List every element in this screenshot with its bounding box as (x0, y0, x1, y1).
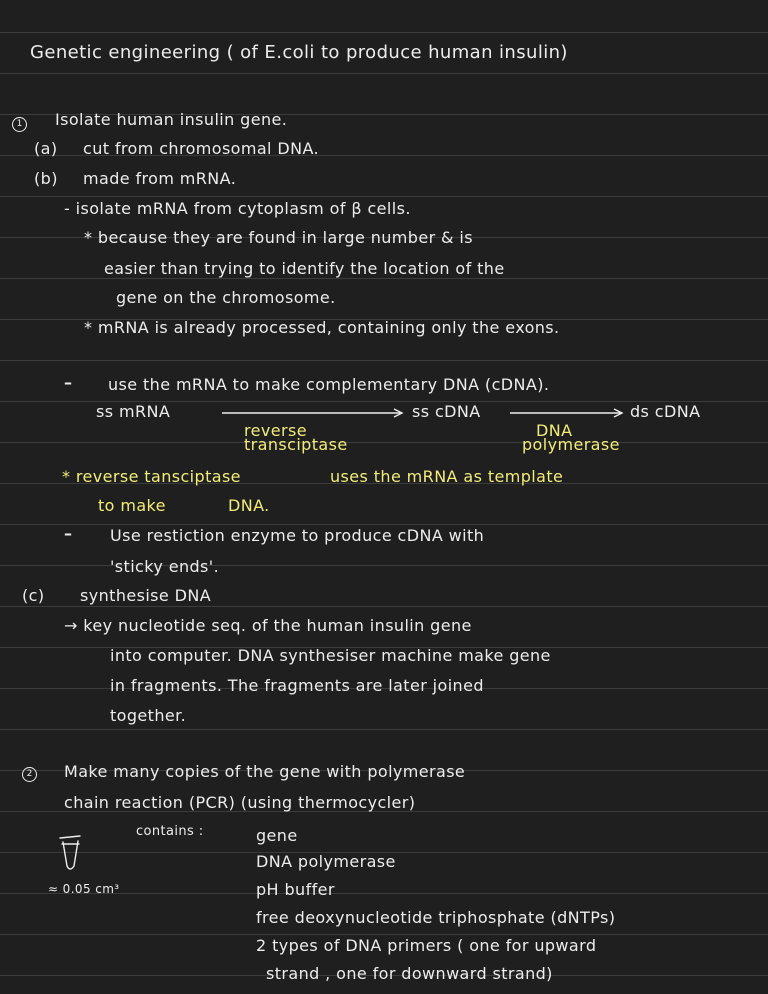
step-1-heading: Isolate human insulin gene. (55, 110, 288, 129)
contains-label: contains : (136, 824, 204, 839)
pcr-item-primers-cont: strand , one for downward strand) (266, 964, 553, 983)
pcr-item-dntps: free deoxynucleotide triphosphate (dNTPs) (256, 908, 616, 927)
dash-bullet: – (64, 524, 73, 543)
enzyme-2-line1: DNA (536, 421, 573, 440)
c-line2: into computer. DNA synthesiser machine make gene (110, 646, 551, 665)
note-line2-a: to make (98, 496, 166, 515)
c-line1: → key nucleotide seq. of the human insulin gene (64, 616, 472, 635)
pcr-item-polymerase: DNA polymerase (256, 852, 396, 871)
volume-label: ≈ 0.05 cm³ (48, 882, 120, 896)
b-reason-line2: easier than trying to identify the location of the (104, 259, 505, 278)
flow-end: ds cDNA (630, 402, 701, 421)
pcr-item-gene: gene (256, 826, 298, 845)
page-title: Genetic engineering ( of E.coli to produce human insulin) (30, 42, 568, 63)
b-reason-processed: * mRNA is already processed, containing only the exons. (84, 318, 560, 337)
pcr-item-buffer: pH buffer (256, 880, 335, 899)
sub-a-text: cut from chromosomal DNA. (83, 139, 320, 158)
sub-a-label: (a) (34, 139, 58, 158)
note-line2-b: DNA. (228, 496, 270, 515)
enzyme-1-line1: reverse (244, 421, 307, 440)
step-2-line2: chain reaction (PCR) (using thermocycler) (64, 793, 416, 812)
step-2-line1: Make many copies of the gene with polymerase (64, 762, 466, 781)
b-reason-line1: * because they are found in large number & is (84, 228, 473, 247)
enzyme-1-line2: transciptase (244, 435, 348, 454)
flow-start: ss mRNA (96, 402, 171, 421)
step-2-number: 2 (22, 767, 37, 782)
b-point-cdna: use the mRNA to make complementary DNA (cDNA). (108, 375, 550, 394)
step-1-number: 1 (12, 117, 27, 132)
sub-b-text: made from mRNA. (83, 169, 237, 188)
b-reason-line3: gene on the chromosome. (116, 288, 336, 307)
pcr-item-primers: 2 types of DNA primers ( one for upward (256, 936, 597, 955)
dash-bullet: – (64, 373, 73, 392)
b-point-restriction-line1: Use restiction enzyme to produce cDNA with (110, 526, 485, 545)
c-line4: together. (110, 706, 187, 725)
flow-middle: ss cDNA (412, 402, 481, 421)
sub-c-text: synthesise DNA (80, 586, 212, 605)
sub-c-label: (c) (22, 586, 45, 605)
note-line1-a: * reverse tansciptase (62, 467, 241, 486)
sub-b-label: (b) (34, 169, 58, 188)
b-point-restriction-line2: 'sticky ends'. (110, 557, 220, 576)
enzyme-2-line2: polymerase (522, 435, 620, 454)
c-line3: in fragments. The fragments are later joined (110, 676, 484, 695)
note-line1-b: uses the mRNA as template (330, 467, 564, 486)
b-point-isolate: - isolate mRNA from cytoplasm of β cells. (64, 199, 411, 218)
